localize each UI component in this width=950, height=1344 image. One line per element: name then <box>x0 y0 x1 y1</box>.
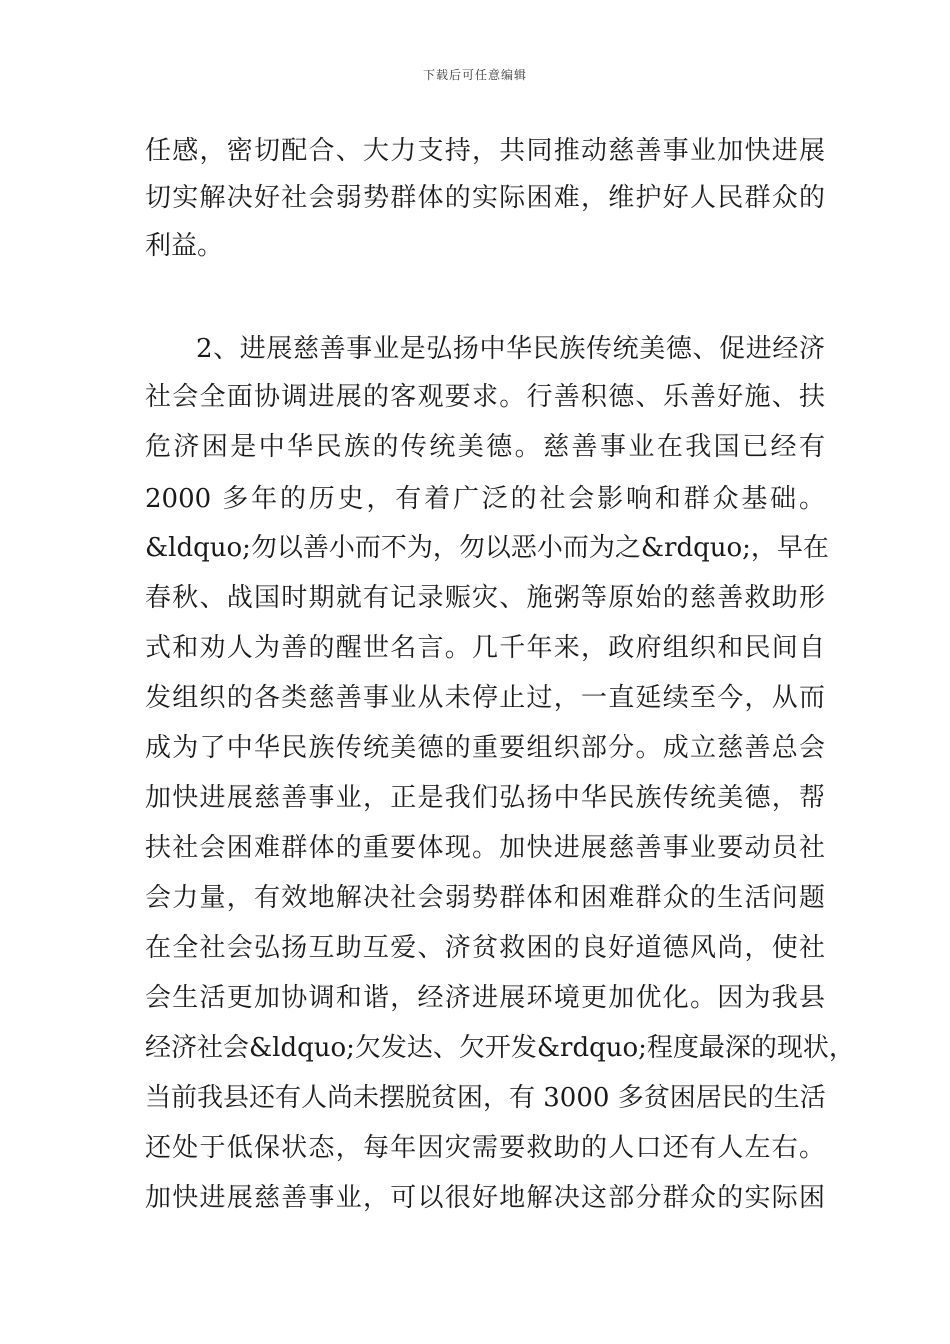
text-line: 还处于低保状态，每年因灾需要救助的人口还有人左右。 <box>145 1133 825 1163</box>
text-line: 经济社会&ldquo;欠发达、欠开发&rdquo;程度最深的现状， <box>145 1033 855 1063</box>
text-line: 发组织的各类慈善事业从未停止过，一直延续至今，从而 <box>145 683 825 713</box>
text-line: 当前我县还有人尚未摆脱贫困，有 3000 多贫困居民的生活 <box>145 1083 826 1113</box>
text-line: 加快进展慈善事业，正是我们弘扬中华民族传统美德，帮 <box>145 783 825 813</box>
text-line: 加快进展慈善事业，可以很好地解决这部分群众的实际困 <box>145 1183 825 1213</box>
text-line: 任感，密切配合、大力支持，共同推动慈善事业加快进展 <box>145 136 825 166</box>
text-line: &ldquo;勿以善小而不为，勿以恶小而为之&rdquo;，早在 <box>145 533 829 563</box>
text-line: 式和劝人为善的醒世名言。几千年来，政府组织和民间自 <box>145 633 825 663</box>
text-line: 在全社会弘扬互助互爱、济贫救困的良好道德风尚，使社 <box>145 933 825 963</box>
text-line: 会力量，有效地解决社会弱势群体和困难群众的生活问题 <box>145 883 825 913</box>
page-header: 下载后可任意编辑 <box>422 68 527 82</box>
text-line: 2、进展慈善事业是弘扬中华民族传统美德、促进经济 <box>196 334 825 364</box>
text-line: 切实解决好社会弱势群体的实际困难，维护好人民群众的 <box>145 183 825 213</box>
text-line: 春秋、战国时期就有记录赈灾、施粥等原始的慈善救助形 <box>145 583 825 613</box>
text-line: 2000 多年的历史，有着广泛的社会影响和群众基础。 <box>145 484 825 514</box>
text-line: 扶社会困难群体的重要体现。加快进展慈善事业要动员社 <box>145 833 825 863</box>
text-line: 利益。 <box>145 231 224 261</box>
text-line: 社会全面协调进展的客观要求。行善积德、乐善好施、扶 <box>145 382 825 412</box>
text-line: 危济困是中华民族的传统美德。慈善事业在我国已经有 <box>145 432 825 462</box>
text-line: 会生活更加协调和谐，经济进展环境更加优化。因为我县 <box>145 983 825 1013</box>
text-line: 成为了中华民族传统美德的重要组织部分。成立慈善总会 <box>145 733 825 763</box>
